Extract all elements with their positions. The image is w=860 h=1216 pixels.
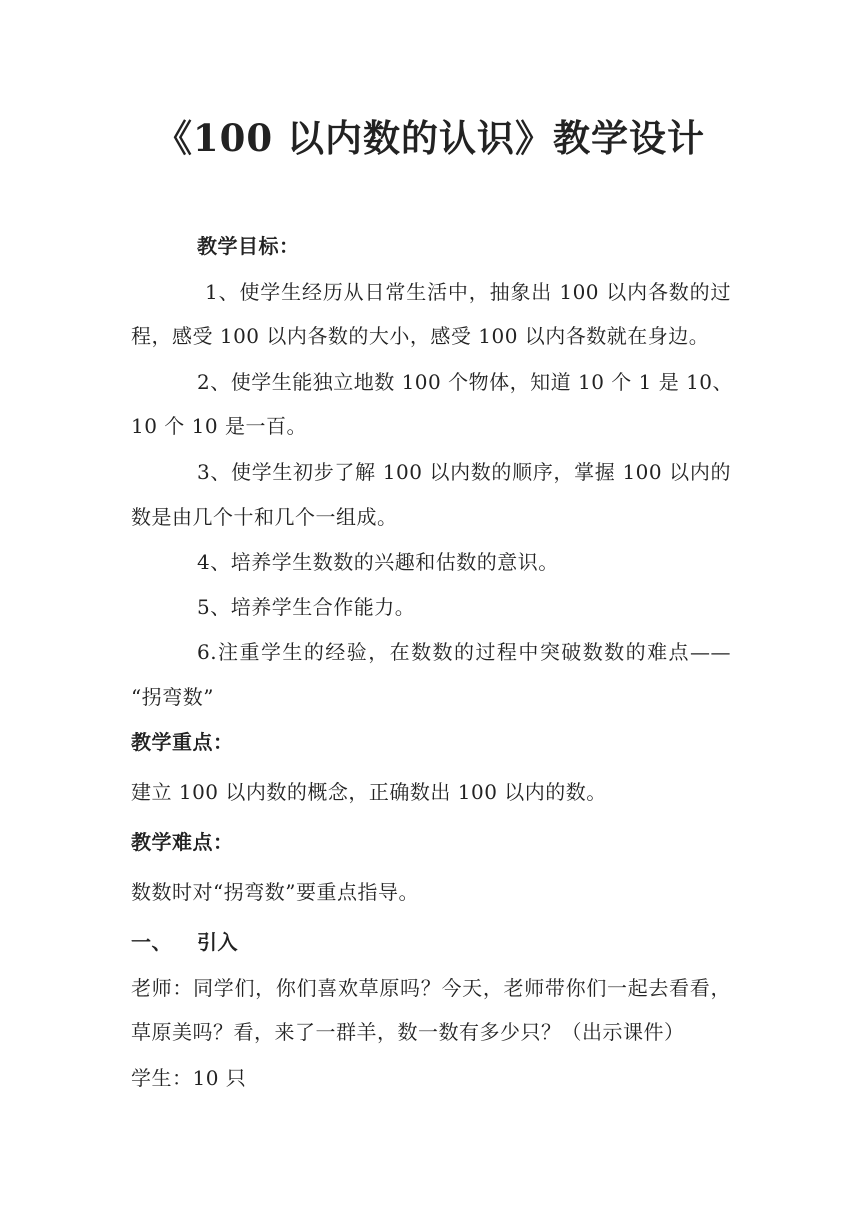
objectives-heading: 教学目标： <box>197 234 300 258</box>
difficulty-heading: 教学难点： <box>131 830 234 854</box>
objective-1-line-1: 1、使学生经历从日常生活中，抽象出 100 以内各数的过 <box>205 280 731 304</box>
teacher-line-1: 老师：同学们，你们喜欢草原吗？今天，老师带你们一起去看看， <box>131 976 731 1000</box>
objective-6-line-1: 6.注重学生的经验，在数数的过程中突破数数的难点—— <box>197 640 731 664</box>
objective-4: 4、培养学生数数的兴趣和估数的意识。 <box>197 550 559 574</box>
key-point-text: 建立 100 以内数的概念，正确数出 100 以内的数。 <box>131 780 607 804</box>
objective-1-line-2: 程，感受 100 以内各数的大小，感受 100 以内各数就在身边。 <box>131 324 710 348</box>
objective-2-line-2: 10 个 10 是一百。 <box>131 414 307 438</box>
document-title: 《100 以内数的认识》教学设计 <box>154 116 706 160</box>
objective-5: 5、培养学生合作能力。 <box>197 595 416 619</box>
objective-3-line-2: 数是由几个十和几个一组成。 <box>131 505 398 529</box>
objective-6-line-2: “拐弯数” <box>131 685 214 709</box>
student-line: 学生：10 只 <box>131 1066 247 1090</box>
objective-2-line-1: 2、使学生能独立地数 100 个物体，知道 10 个 1 是 10、 <box>197 370 734 394</box>
difficulty-text: 数数时对“拐弯数”要重点指导。 <box>131 880 419 904</box>
key-point-heading: 教学重点： <box>131 730 234 754</box>
section-1-number: 一、 <box>131 930 172 954</box>
objective-3-line-1: 3、使学生初步了解 100 以内数的顺序，掌握 100 以内的 <box>197 460 731 484</box>
section-1-heading <box>131 928 731 956</box>
teacher-line-2: 草原美吗？看，来了一群羊，数一数有多少只？（出示课件） <box>131 1020 685 1044</box>
section-1-title: 引入 <box>197 930 238 954</box>
